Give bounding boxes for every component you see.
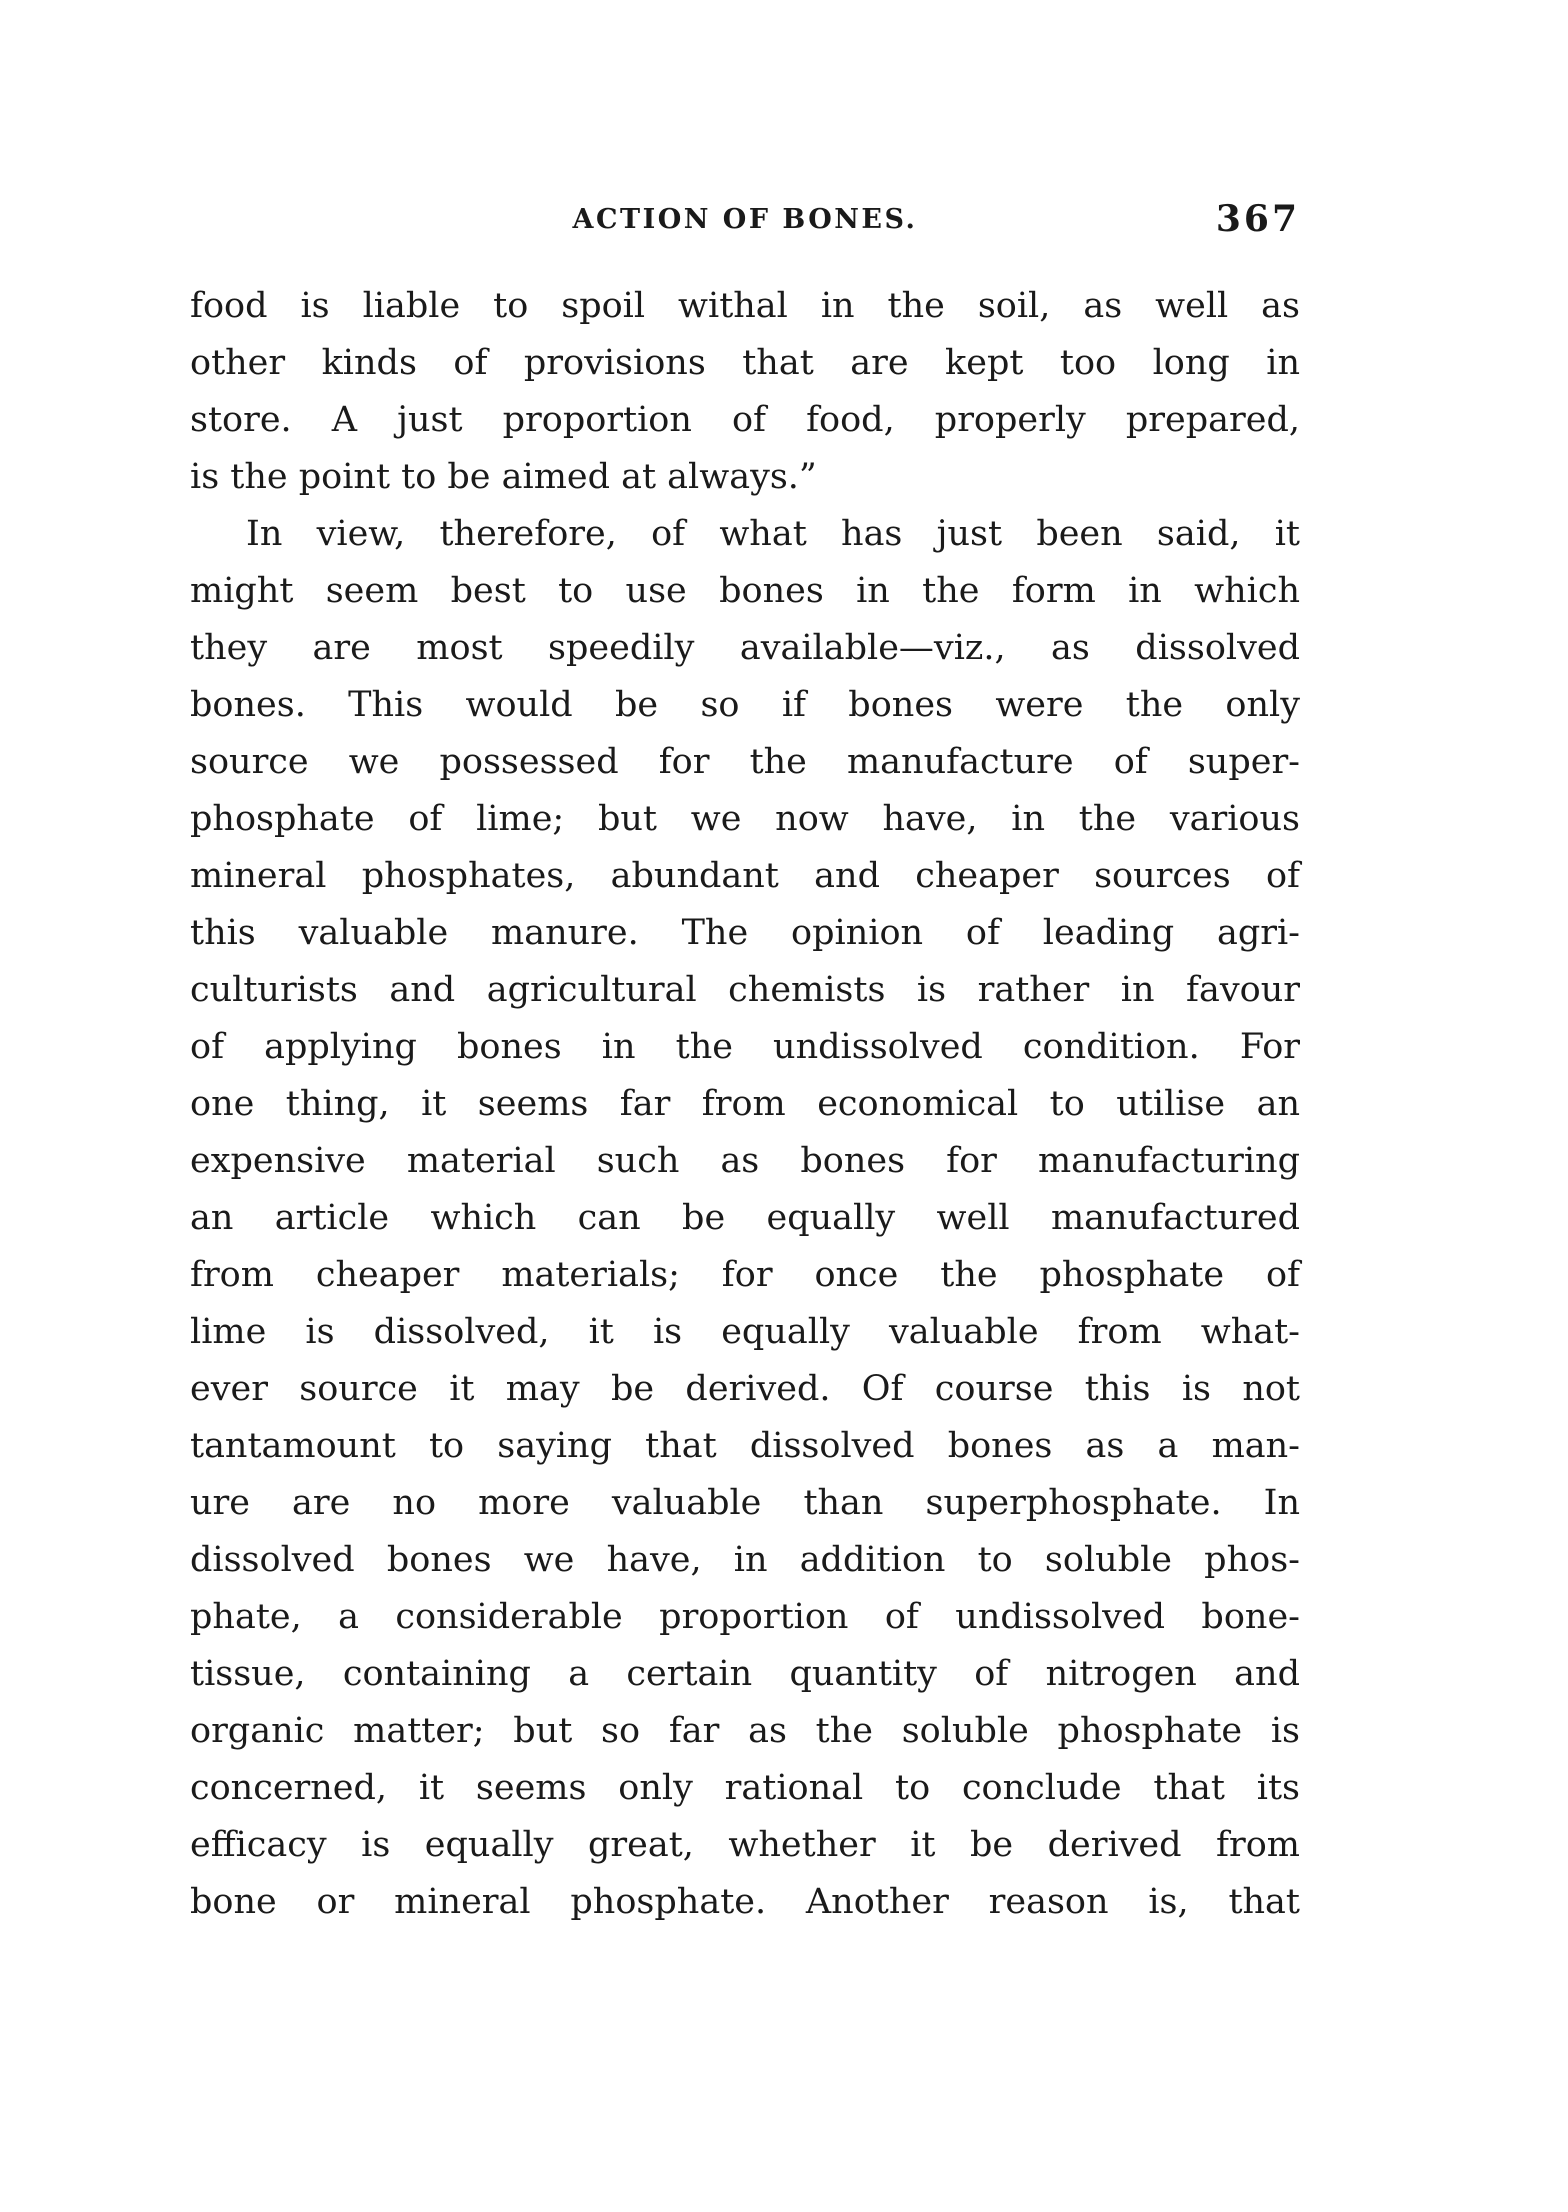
- text-line: phate, a considerable proportion of undissolved bone-: [190, 1597, 1300, 1637]
- page-number: 367: [1215, 198, 1300, 240]
- text-line: this valuable manure. The opinion of leading agri-: [190, 913, 1300, 953]
- text-line: might seem best to use bones in the form in which: [190, 571, 1300, 611]
- text-line: is the point to be aimed at always.”: [190, 457, 817, 497]
- running-title: ACTION OF BONES.: [572, 204, 918, 235]
- text-line: organic matter; but so far as the soluble phosphate is: [190, 1711, 1300, 1751]
- text-line: food is liable to spoil withal in the soil, as well as: [190, 286, 1300, 326]
- text-line: efficacy is equally great, whether it be derived from: [190, 1825, 1300, 1865]
- text-line: tissue, containing a certain quantity of nitrogen and: [190, 1654, 1300, 1694]
- text-line: lime is dissolved, it is equally valuable from what-: [190, 1312, 1300, 1352]
- text-line: store. A just proportion of food, properly prepared,: [190, 400, 1300, 440]
- text-line: of applying bones in the undissolved condition. For: [190, 1027, 1300, 1067]
- text-line: dissolved bones we have, in addition to soluble phos-: [190, 1540, 1300, 1580]
- body-text: [190, 278, 1300, 1931]
- text-line: culturists and agricultural chemists is rather in favour: [190, 970, 1300, 1010]
- text-line: source we possessed for the manufacture of super-: [190, 742, 1300, 782]
- text-line: expensive material such as bones for manufacturing: [190, 1141, 1300, 1181]
- text-line: ure are no more valuable than superphosphate. In: [190, 1483, 1300, 1523]
- text-line: other kinds of provisions that are kept too long in: [190, 343, 1300, 383]
- text-line: an article which can be equally well manufactured: [190, 1198, 1300, 1238]
- text-line: bones. This would be so if bones were the only: [190, 685, 1300, 725]
- text-line: tantamount to saying that dissolved bones as a man-: [190, 1426, 1300, 1466]
- running-head: [190, 190, 1300, 250]
- text-line: they are most speedily available—viz., as dissolved: [190, 628, 1300, 668]
- text-line: concerned, it seems only rational to conclude that its: [190, 1768, 1300, 1808]
- text-line: one thing, it seems far from economical to utilise an: [190, 1084, 1300, 1124]
- text-line: from cheaper materials; for once the phosphate of: [190, 1255, 1300, 1295]
- text-line: bone or mineral phosphate. Another reason is, that: [190, 1882, 1300, 1922]
- paragraph-start-line: In view, therefore, of what has just been said, it: [246, 514, 1300, 554]
- text-line: phosphate of lime; but we now have, in the various: [190, 799, 1300, 839]
- text-line: mineral phosphates, abundant and cheaper sources of: [190, 856, 1300, 896]
- text-line: ever source it may be derived. Of course this is not: [190, 1369, 1300, 1409]
- book-page: [190, 190, 1300, 1931]
